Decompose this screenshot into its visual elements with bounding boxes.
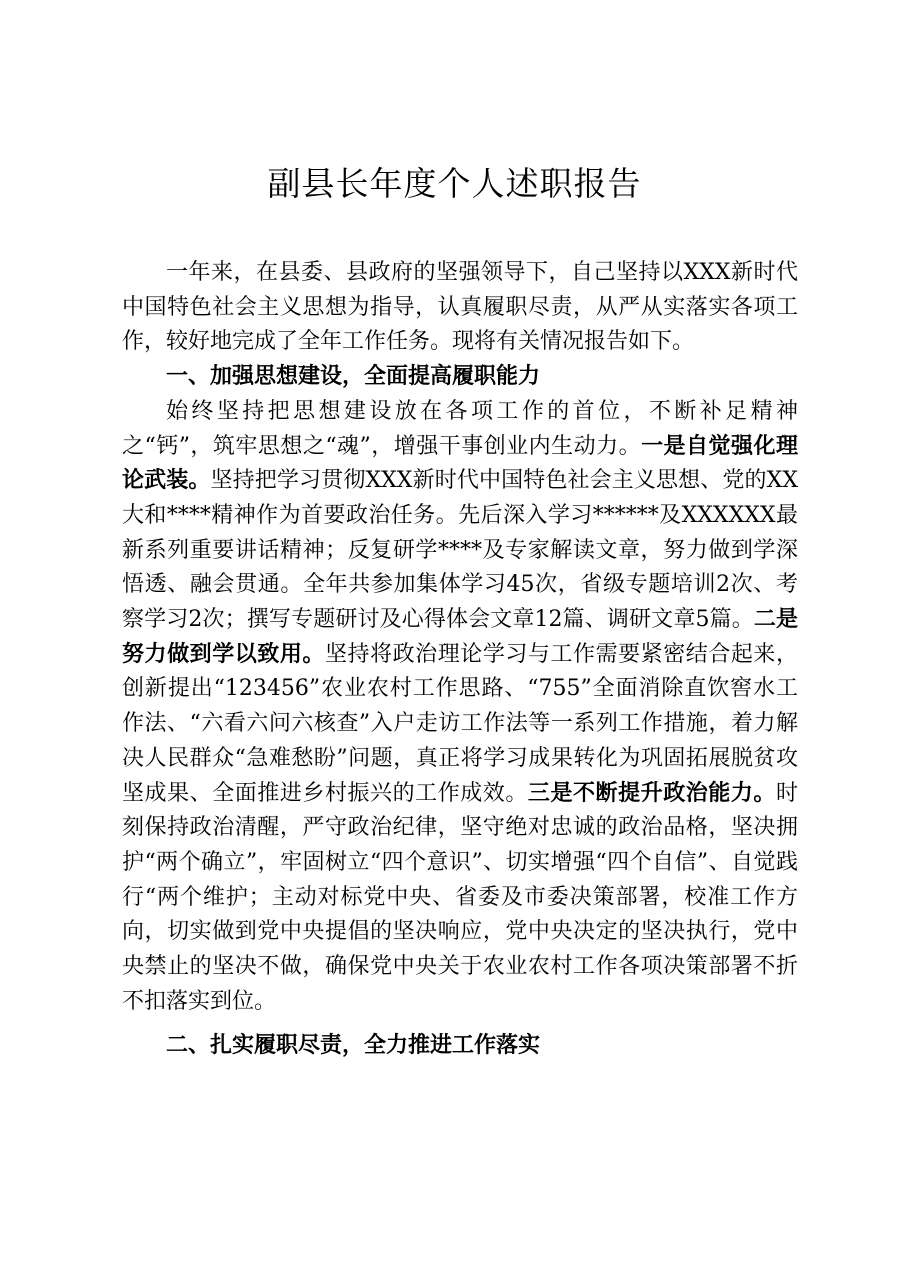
lead-point-3: 三是不断提升政治能力。 [527,780,776,806]
lead-point-2: 二是努力做到学以致用。 [122,607,798,667]
point-2-text: 坚持将政治理论学习与工作需要紧密结合起来，创新提出“123456”农业农村工作思路、“755”全面消除直饮窖水工作法、“六看六问六核查”入户走访工作法等一系列工作措施，着力解决人民群众“急难愁盼”问题，真正将学习成果转化为巩固拓展脱贫攻坚成果、全面推进乡村振兴的工作成效。 [122,641,798,806]
section-1-opening: 始终坚持把思想建设放在各项工作的首位，不断补足精神之“钙”，筑牢思想之“魂”，增强干事创业内生动力。 [122,398,798,459]
document-body [122,256,798,1064]
section-1-heading: 一、加强思想建设，全面提高履职能力 [166,364,541,390]
section-2-heading: 二、扎实履职尽责，全力推进工作落实 [166,1033,541,1059]
intro-paragraph: 一年来，在县委、县政府的坚强领导下，自己坚持以XXX新时代中国特色社会主义思想为指导，认真履职尽责，从严从实落实各项工作，较好地完成了全年工作任务。现将有关情况报告如下。 [122,260,798,355]
point-1-text: 坚持把学习贯彻XXX新时代中国特色社会主义思想、党的XX大和****精神作为首要政治任务。先后深入学习******及XXXXXX最新系列重要讲话精神；反复研学****及专家解读文章，努力做到学深悟透、融会贯通。全年共参加集体学习45次，省级专题培训2次、考察学习2次；撰写专题研讨及心得体会文章12篇、调研文章5篇。 [122,468,798,633]
document-title: 副县长年度个人述职报告 [267,164,642,203]
lead-point-1: 一是自觉强化理论武装。 [122,433,798,494]
section-1-paragraph [122,395,798,1020]
point-3-text: 时刻保持政治清醒，严守政治纪律，坚守绝对忠诚的政治品格，坚决拥护“两个确立”，牢固树立“四个意识”、切实增强“四个自信”、自觉践行“两个维护；主动对标党中央、省委及市委决策部署，校准工作方向，切实做到党中央提倡的坚决响应，党中央决定的坚决执行，党中央禁止的坚决不做，确保党中央关于农业农村工作各项决策部署不折不扣落实到位。 [122,780,798,1014]
